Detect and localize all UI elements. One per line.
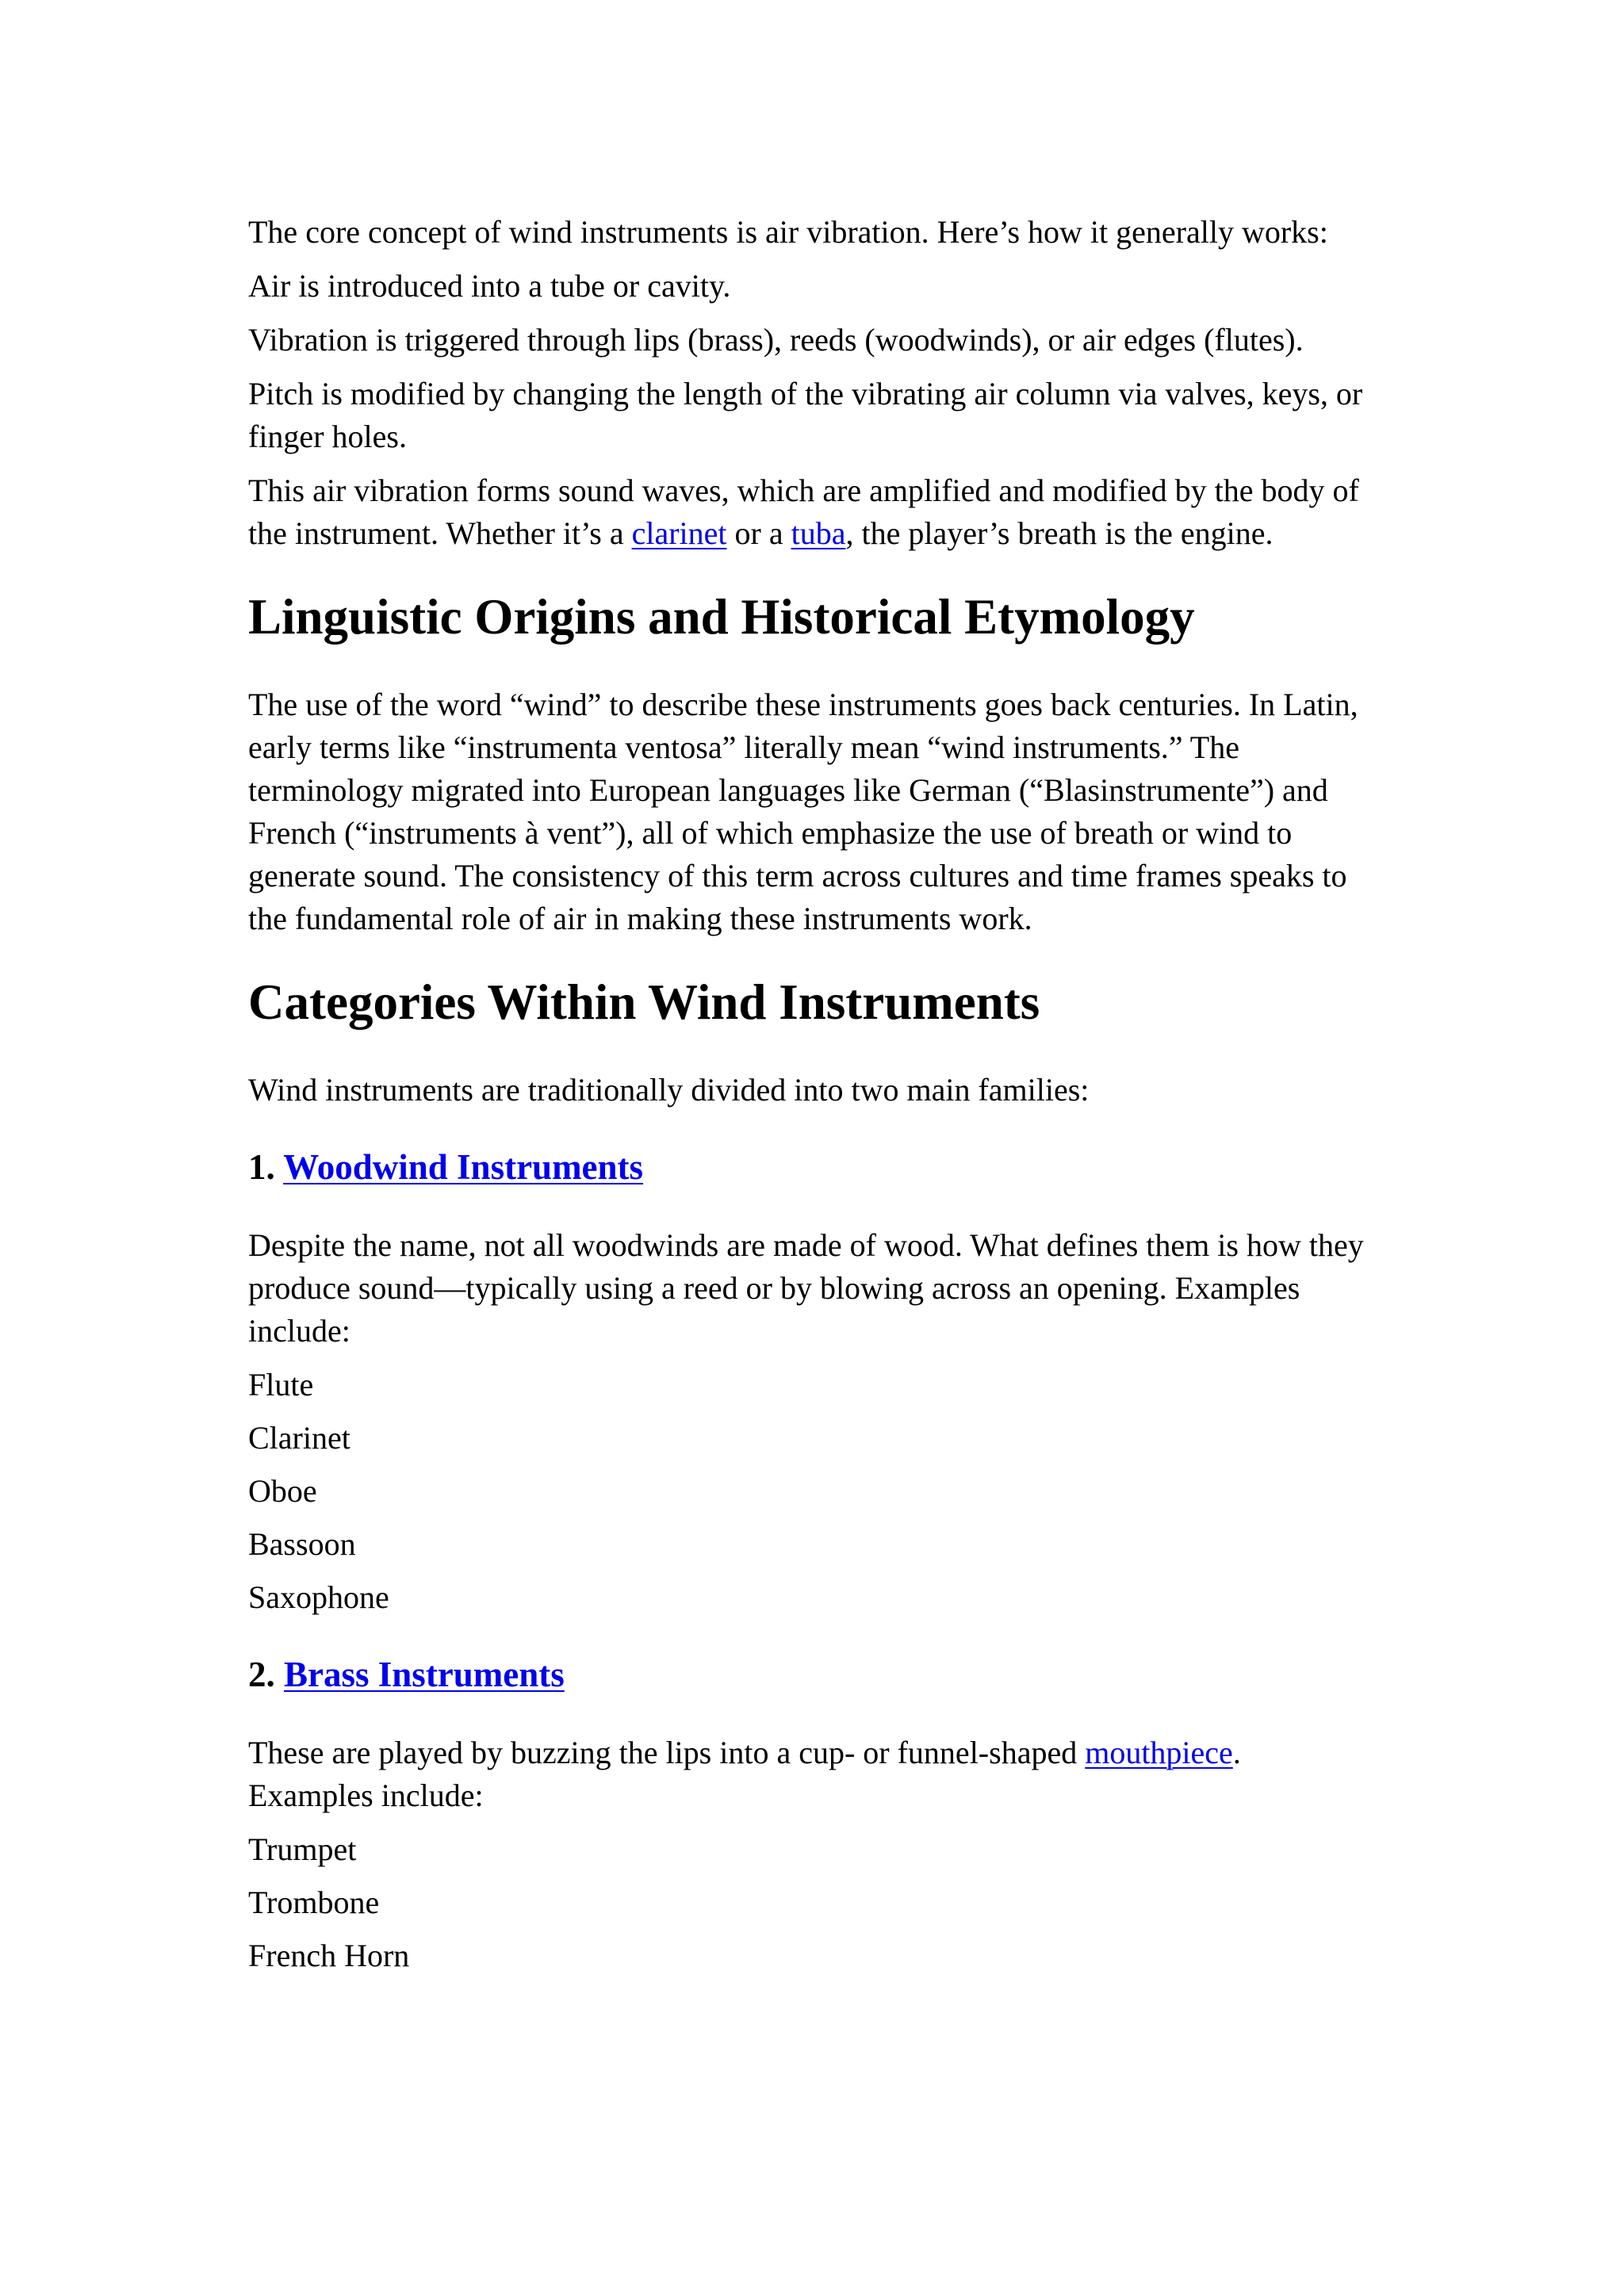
clarinet-link[interactable]: clarinet <box>631 515 727 551</box>
woodwind-heading <box>248 1143 1390 1191</box>
list-item: French Horn <box>248 1938 410 1973</box>
step-air-introduced: Air is introduced into a tube or cavity. <box>248 268 731 304</box>
woodwind-description: Despite the name, not all woodwinds are made of wood. What defines them is how they produce sound—typically using a reed or by blowing across an opening. Examples include: <box>248 1227 1364 1349</box>
list-item: Bassoon <box>248 1526 356 1562</box>
categories-intro: Wind instruments are traditionally divided into two main families: <box>248 1072 1090 1108</box>
brass-text-a: These are played by buzzing the lips into a cup- or funnel-shaped <box>248 1735 1086 1770</box>
document-page <box>248 211 1390 1977</box>
list-item: Trombone <box>248 1885 380 1920</box>
list-item: Trumpet <box>248 1831 357 1867</box>
list-item: Flute <box>248 1367 314 1402</box>
step-vibration: Vibration is triggered through lips (brass), reeds (woodwinds), or air edges (flutes). <box>248 322 1304 358</box>
intro-paragraph: The core concept of wind instruments is air vibration. Here’s how it generally works: <box>248 214 1328 250</box>
etymology-heading: Linguistic Origins and Historical Etymology <box>248 589 1195 645</box>
list-item: Clarinet <box>248 1420 350 1456</box>
step-pitch: Pitch is modified by changing the length of the vibrating air column via valves, keys, or finger holes. <box>248 376 1363 454</box>
brass-text-b: . <box>1232 1735 1241 1770</box>
sound-waves-paragraph <box>248 469 1390 555</box>
woodwind-instruments-link[interactable]: Woodwind Instruments <box>283 1147 644 1187</box>
brass-instruments-link[interactable]: Brass Instruments <box>284 1655 565 1694</box>
brass-examples-list <box>248 1828 1390 1977</box>
sound-waves-text-a: This air vibration forms sound waves, which are amplified and modified by the body of the instrument. Whether it’s a <box>248 473 1359 551</box>
list-item: Oboe <box>248 1473 317 1509</box>
woodwind-examples-list <box>248 1364 1390 1619</box>
tuba-link[interactable]: tuba <box>791 515 846 551</box>
brass-text-c: Examples include: <box>248 1777 484 1813</box>
list-item: Saxophone <box>248 1579 389 1615</box>
brass-number: 2. <box>248 1655 284 1694</box>
sound-waves-text-c: , the player’s breath is the engine. <box>845 515 1274 551</box>
sound-waves-text-b: or a <box>726 515 791 551</box>
etymology-paragraph: The use of the word “wind” to describe these instruments goes back centuries. In Latin, early terms like “instrumenta ventosa” literally mean “wind instruments.” The terminology migrated into European languages like German (“Blasinstrumente”) and French (“instruments à vent”), all of which emphasize the use of breath or wind to generate sound. The consistency of this term across cultures and time frames speaks to the fundamental role of air in making these instruments work. <box>248 687 1358 936</box>
woodwind-number: 1. <box>248 1147 284 1187</box>
categories-heading: Categories Within Wind Instruments <box>248 974 1040 1030</box>
brass-description <box>248 1732 1390 1817</box>
mouthpiece-link[interactable]: mouthpiece <box>1085 1735 1233 1770</box>
brass-heading <box>248 1651 1390 1698</box>
